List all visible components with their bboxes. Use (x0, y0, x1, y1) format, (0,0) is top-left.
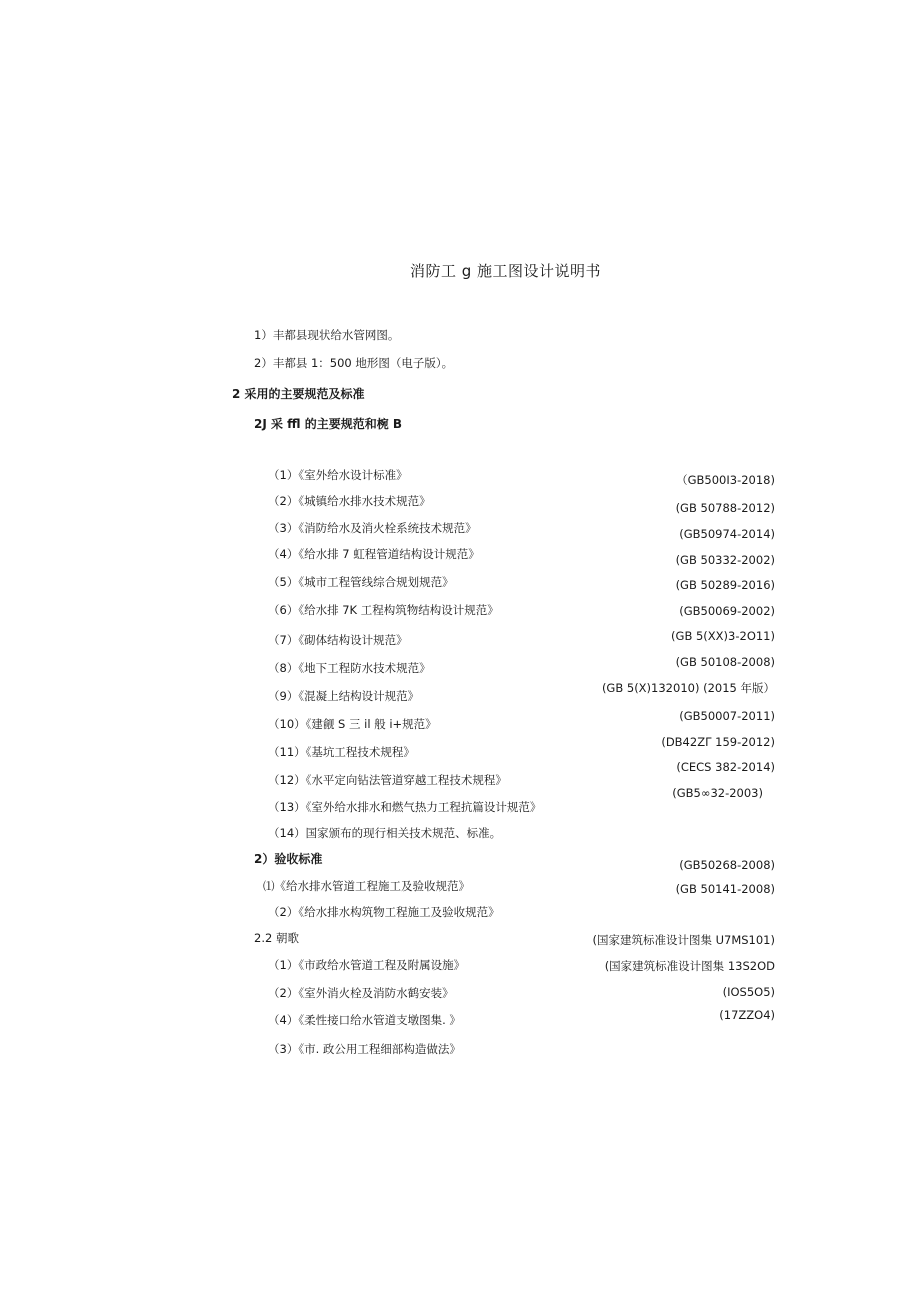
standard-code: (GB 50289-2016) (675, 578, 775, 592)
standard-code: (GB 50788-2012) (675, 501, 775, 515)
subsection-heading: 2J 采 ffl 的主要规范和椀 B (254, 417, 403, 431)
standard-name: （2）《城镇给水排水技术规范》 (268, 494, 431, 508)
standard-name: （4）《给水排 7 虹程管道结构设计规范》 (268, 547, 480, 561)
atlas-name: （4）《柔性接口给水管道支墩图集. 》 (268, 1013, 461, 1027)
atlas-name: （2）《室外消火栓及消防水鹤安装》 (268, 986, 454, 1000)
standard-code: (GB 50108-2008) (675, 655, 775, 669)
document-title: 消防工 g 施工图设计说明书 (410, 262, 602, 280)
atlas-code: (17ZZO4) (719, 1008, 775, 1022)
standard-code: (GB50069-2002) (679, 604, 775, 618)
section-heading: 2 采用的主要规范及标准 (232, 387, 365, 401)
standard-code: (GB50007-2011) (679, 709, 775, 723)
acceptance-code: (GB 50141-2008) (675, 882, 775, 896)
atlas-code: (国家建筑标准设计图集 U7MS101) (592, 933, 775, 947)
standard-name: （10）《建觎 S 三 il 般 i+规范》 (268, 717, 437, 731)
subsection-heading: 2.2 朝歌 (254, 931, 299, 945)
standard-name: （11）《基坑工程技术规程》 (268, 745, 415, 759)
standard-name: （8）《地下工程防水技术规范》 (268, 661, 431, 675)
standard-code: (CECS 382-2014) (676, 760, 775, 774)
atlas-code: (IOS5O5) (722, 985, 775, 999)
acceptance-name: （2）《给水排水构筑物工程施工及验收规范》 (268, 905, 500, 919)
basis-item: 2）丰都县 1：500 地形图（电子版）。 (254, 356, 454, 370)
standard-name: （6）《给水排 7K 工程构筑物结构设计规范》 (268, 603, 499, 617)
standard-name: （1）《室外给水设计标准》 (268, 468, 408, 482)
standard-name: （13）《室外给水排水和燃气热力工程抗篇设计规范》 (268, 800, 542, 814)
acceptance-code: (GB50268-2008) (679, 858, 775, 872)
standard-code: (GB 5(XX)3-2O11) (671, 629, 775, 643)
atlas-name: （3）《市. 政公用工程细部构造做法》 (268, 1042, 461, 1056)
standard-code: (GB 50332-2002) (675, 553, 775, 567)
standard-name: （12）《水平定向钻法管道穿越工程技术规程》 (268, 773, 507, 787)
standard-code: (GB50974-2014) (679, 527, 775, 541)
standard-code: (DB42ZΓ 159-2012) (661, 735, 775, 749)
standard-name: （7）《砌体结构设计规范》 (268, 633, 408, 647)
standard-code: （GB500I3-2018) (676, 473, 775, 487)
standard-code: (GB5∞32-2003) (672, 786, 763, 800)
acceptance-heading: 2）验收标准 (254, 852, 323, 866)
standard-name: （14）国家颁布的现行相关技术规范、标准。 (268, 826, 502, 840)
atlas-code: (国家建筑标准设计图集 13S2OD (604, 959, 775, 973)
standard-name: （3）《消防给水及消火栓系统技术规范》 (268, 521, 477, 535)
acceptance-name: ⑴《给水排水管道工程施工及验收规范》 (263, 879, 470, 893)
standard-name: （9）《混凝上结构设计规范》 (268, 689, 420, 703)
standard-code: (GB 5(X)132010) (2015 年版） (601, 681, 775, 695)
standard-name: （5）《城市工程管线综合规划规范》 (268, 575, 454, 589)
atlas-name: （1）《市政给水管道工程及附属设施》 (268, 958, 466, 972)
basis-item: 1）丰都县现状给水管网图。 (254, 328, 400, 342)
